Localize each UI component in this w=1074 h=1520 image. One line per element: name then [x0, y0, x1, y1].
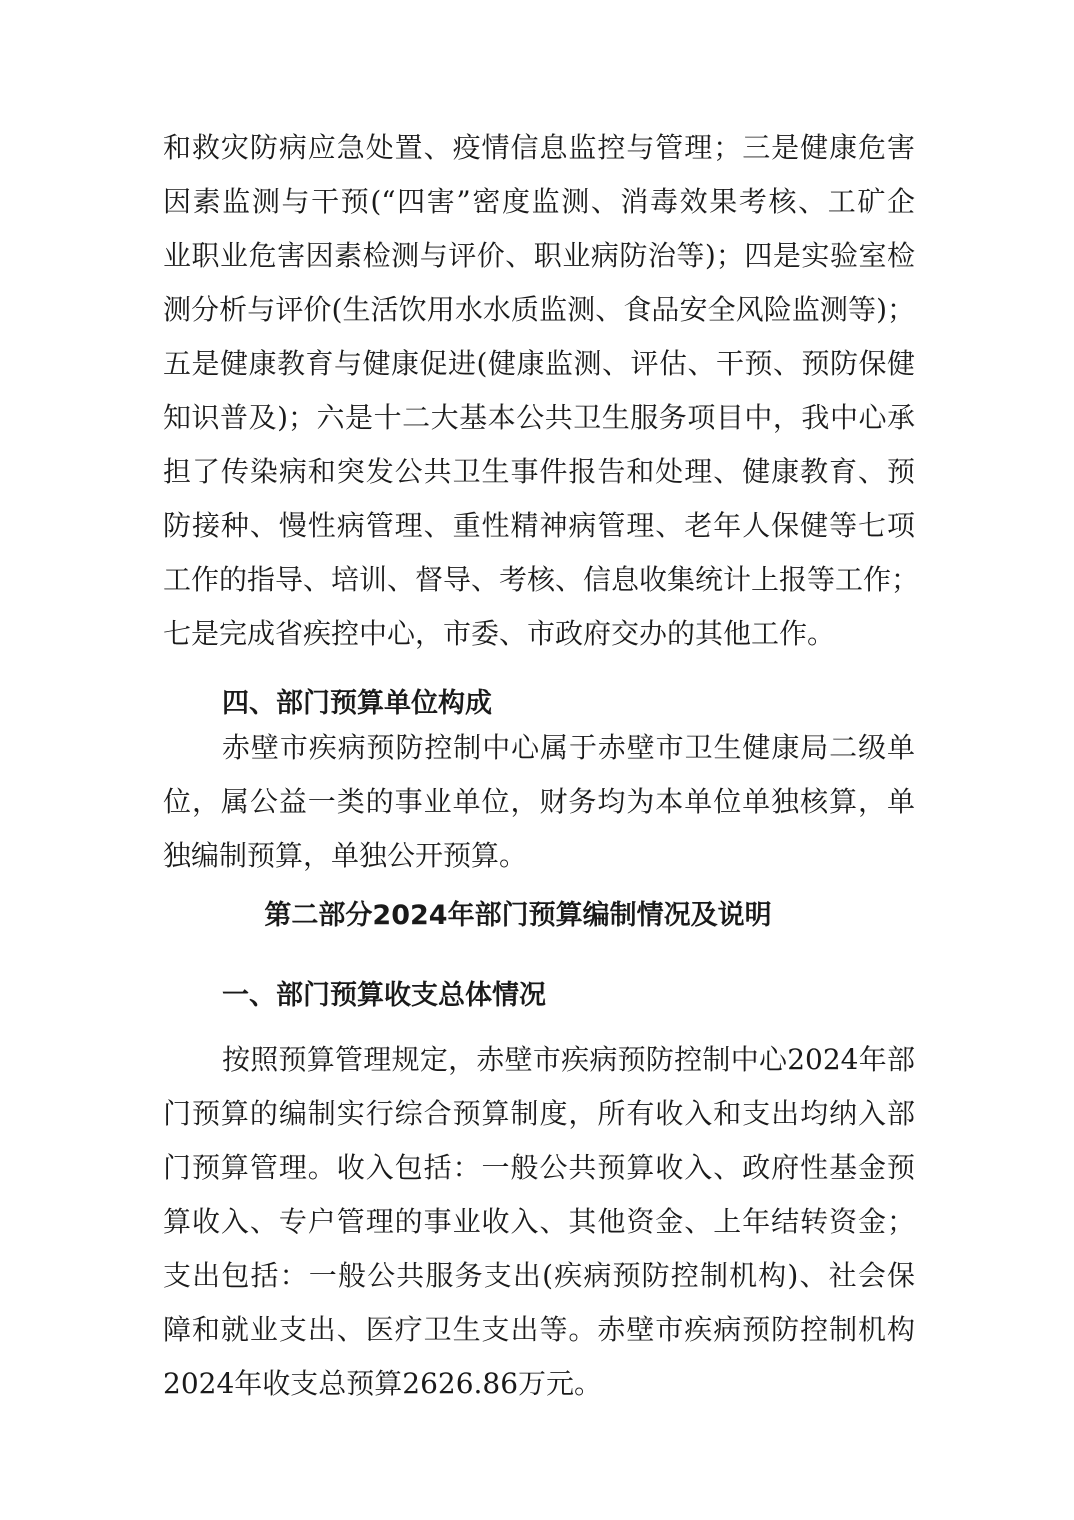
paragraph-line: 担了传染病和突发公共卫生事件报告和处理、健康教育、预 — [163, 455, 915, 488]
paragraph-line: 因素监测与干预(“四害”密度监测、消毒效果考核、工矿企 — [163, 185, 915, 218]
paragraph-line: 赤壁市疾病预防控制中心属于赤壁市卫生健康局二级单 — [222, 731, 915, 764]
paragraph-line: 五是健康教育与健康促进(健康监测、评估、干预、预防保健 — [163, 347, 915, 380]
paragraph-line: 按照预算管理规定，赤壁市疾病预防控制中心2024年部 — [222, 1043, 915, 1076]
paragraph-line: 门预算的编制实行综合预算制度，所有收入和支出均纳入部 — [163, 1097, 915, 1130]
section-heading: 一、部门预算收支总体情况 — [222, 980, 546, 1011]
paragraph-line: 障和就业支出、医疗卫生支出等。赤壁市疾病预防控制机构 — [163, 1313, 915, 1346]
paragraph-line: 2024年收支总预算2626.86万元。 — [163, 1367, 603, 1400]
paragraph-line: 防接种、慢性病管理、重性精神病管理、老年人保健等七项 — [163, 509, 915, 542]
paragraph-line: 业职业危害因素检测与评价、职业病防治等)；四是实验室检 — [163, 239, 915, 272]
paragraph-line: 独编制预算，单独公开预算。 — [163, 839, 528, 872]
paragraph-line: 位，属公益一类的事业单位，财务均为本单位单独核算，单 — [163, 785, 915, 818]
paragraph-line: 测分析与评价(生活饮用水水质监测、食品安全风险监测等)； — [163, 293, 915, 326]
section-heading: 四、部门预算单位构成 — [222, 688, 492, 719]
part-heading: 第二部分2024年部门预算编制情况及说明 — [264, 900, 772, 931]
paragraph-line: 和救灾防病应急处置、疫情信息监控与管理；三是健康危害 — [163, 131, 915, 164]
paragraph-line: 门预算管理。收入包括：一般公共预算收入、政府性基金预 — [163, 1151, 915, 1184]
paragraph-line: 七是完成省疾控中心，市委、市政府交办的其他工作。 — [163, 617, 836, 650]
paragraph-line: 工作的指导、培训、督导、考核、信息收集统计上报等工作； — [163, 563, 920, 596]
paragraph-line: 知识普及)；六是十二大基本公共卫生服务项目中，我中心承 — [163, 401, 915, 434]
paragraph-line: 支出包括：一般公共服务支出(疾病预防控制机构)、社会保 — [163, 1259, 915, 1292]
paragraph-line: 算收入、专户管理的事业收入、其他资金、上年结转资金； — [163, 1205, 915, 1238]
